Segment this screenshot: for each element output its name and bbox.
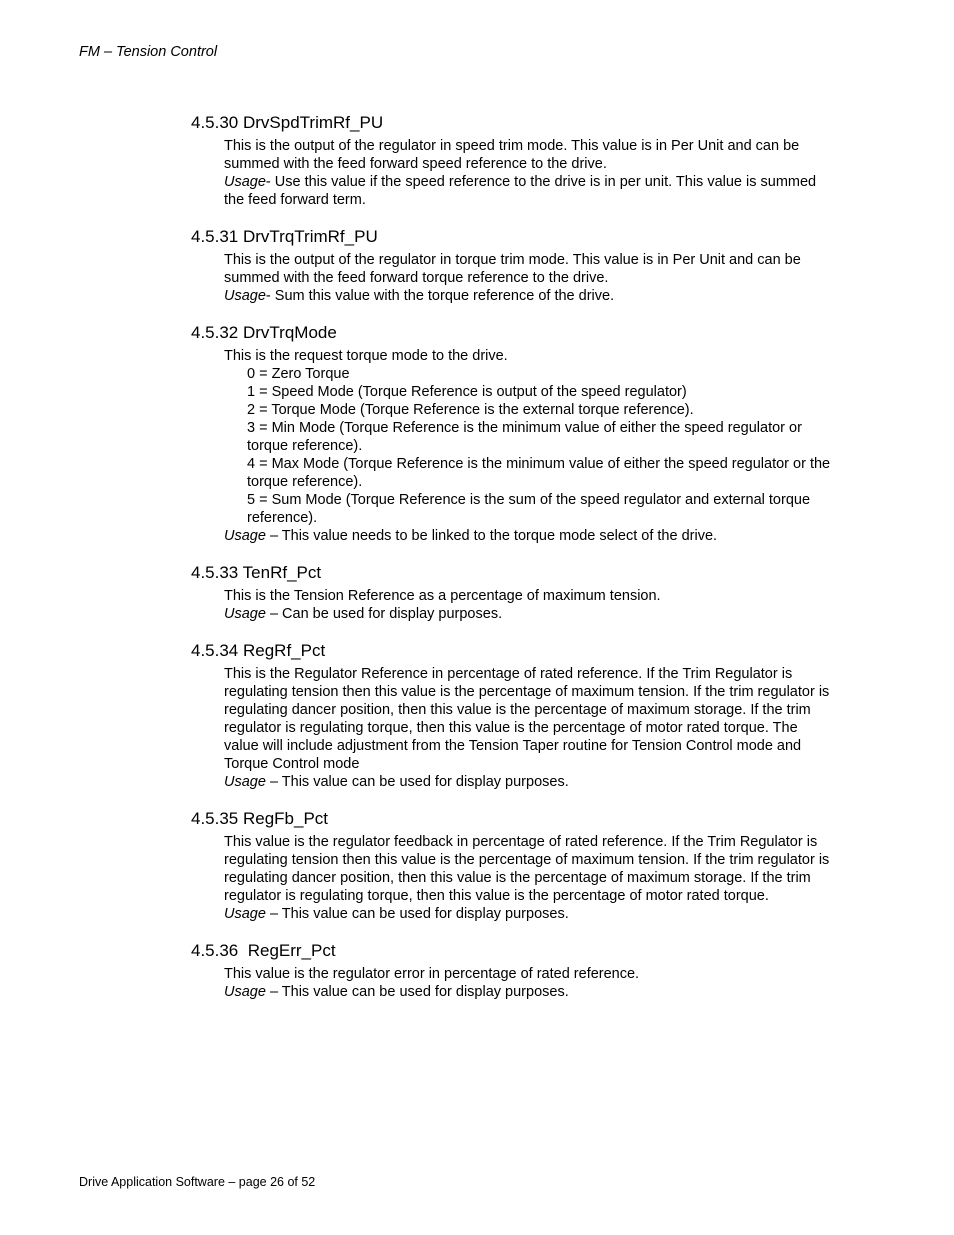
section-heading: 4.5.36 RegErr_Pct — [191, 941, 336, 960]
usage-label: Usage — [224, 606, 266, 622]
usage-line — [224, 527, 831, 545]
usage-label: Usage — [224, 174, 266, 190]
usage-line — [224, 287, 831, 305]
section-heading: 4.5.30 DrvSpdTrimRf_PU — [191, 113, 384, 132]
usage-text: – This value needs to be linked to the torque mode select of the drive. — [265, 528, 718, 544]
section — [191, 226, 831, 305]
section-body — [224, 251, 831, 305]
usage-label: Usage — [224, 528, 266, 544]
page-footer: Drive Application Software – page 26 of 52 — [79, 1175, 316, 1189]
section-paragraph: This is the Tension Reference as a percentage of maximum tension. — [224, 588, 661, 604]
list-item: 4 = Max Mode (Torque Reference is the minimum value of either the speed regulator or the torque reference). — [247, 456, 831, 490]
usage-label: Usage — [224, 774, 266, 790]
section — [191, 808, 831, 923]
section-body — [224, 665, 831, 791]
section — [191, 322, 831, 545]
section — [191, 640, 831, 791]
usage-text: – This value can be used for display purposes. — [265, 984, 569, 1000]
mode-list — [224, 365, 831, 527]
section-heading: 4.5.32 DrvTrqMode — [191, 323, 337, 342]
usage-line — [224, 605, 831, 623]
usage-label: Usage — [224, 906, 266, 922]
document-content — [191, 112, 831, 1018]
section-paragraph: This is the request torque mode to the drive. — [224, 348, 508, 364]
usage-line — [224, 173, 831, 209]
section-paragraph: This value is the regulator error in percentage of rated reference. — [224, 966, 640, 982]
list-item: 2 = Torque Mode (Torque Reference is the external torque reference). — [247, 402, 694, 418]
section-body — [224, 137, 831, 209]
usage-text: – Can be used for display purposes. — [265, 606, 503, 622]
section-paragraph: This is the output of the regulator in speed trim mode. This value is in Per Unit and can be summed with the feed forward speed reference to the drive. — [224, 138, 800, 172]
usage-line — [224, 773, 831, 791]
usage-text: – This value can be used for display purposes. — [265, 906, 569, 922]
usage-text: – This value can be used for display purposes. — [265, 774, 569, 790]
list-item: 3 = Min Mode (Torque Reference is the minimum value of either the speed regulator or torque reference). — [247, 420, 802, 454]
section-body — [224, 587, 831, 623]
section-heading: 4.5.35 RegFb_Pct — [191, 809, 329, 828]
section-paragraph: This value is the regulator feedback in percentage of rated reference. If the Trim Regulator is regulating tension then this value is the percentage of maximum tension. If the trim regulator is regulating dancer position, then this value is the percentage of maximum storage. If the trim regulator is regulating torque, then this value is the percentage of motor rated torque. — [224, 834, 830, 904]
usage-line — [224, 905, 831, 923]
section-heading: 4.5.34 RegRf_Pct — [191, 641, 326, 660]
section — [191, 112, 831, 209]
page-header: FM – Tension Control — [79, 44, 218, 60]
usage-text: - Sum this value with the torque reference of the drive. — [265, 288, 615, 304]
section-paragraph: This is the output of the regulator in torque trim mode. This value is in Per Unit and can be summed with the feed forward torque reference to the drive. — [224, 252, 801, 286]
section-heading: 4.5.31 DrvTrqTrimRf_PU — [191, 227, 378, 246]
section-heading: 4.5.33 TenRf_Pct — [191, 563, 322, 582]
list-item: 1 = Speed Mode (Torque Reference is output of the speed regulator) — [247, 384, 687, 400]
usage-line — [224, 983, 831, 1001]
section-body — [224, 347, 831, 545]
usage-label: Usage — [224, 288, 266, 304]
section-paragraph: This is the Regulator Reference in percentage of rated reference. If the Trim Regulator is regulating tension then this value is the percentage of maximum tension. If the trim regulator is regulating dancer position, then this value is the percentage of maximum storage. If the trim regulator is regulating torque, then this value is the percentage of motor rated torque. The value will include adjustment from the Tension Taper routine for Tension Control mode and Torque Control mode — [224, 666, 830, 772]
section — [191, 562, 831, 623]
list-item: 5 = Sum Mode (Torque Reference is the sum of the speed regulator and external torque reference). — [247, 492, 811, 526]
list-item: 0 = Zero Torque — [247, 366, 350, 382]
section — [191, 940, 831, 1001]
usage-label: Usage — [224, 984, 266, 1000]
usage-text: - Use this value if the speed reference to the drive is in per unit. This value is summed the feed forward term. — [224, 174, 817, 208]
section-body — [224, 833, 831, 923]
section-body — [224, 965, 831, 1001]
